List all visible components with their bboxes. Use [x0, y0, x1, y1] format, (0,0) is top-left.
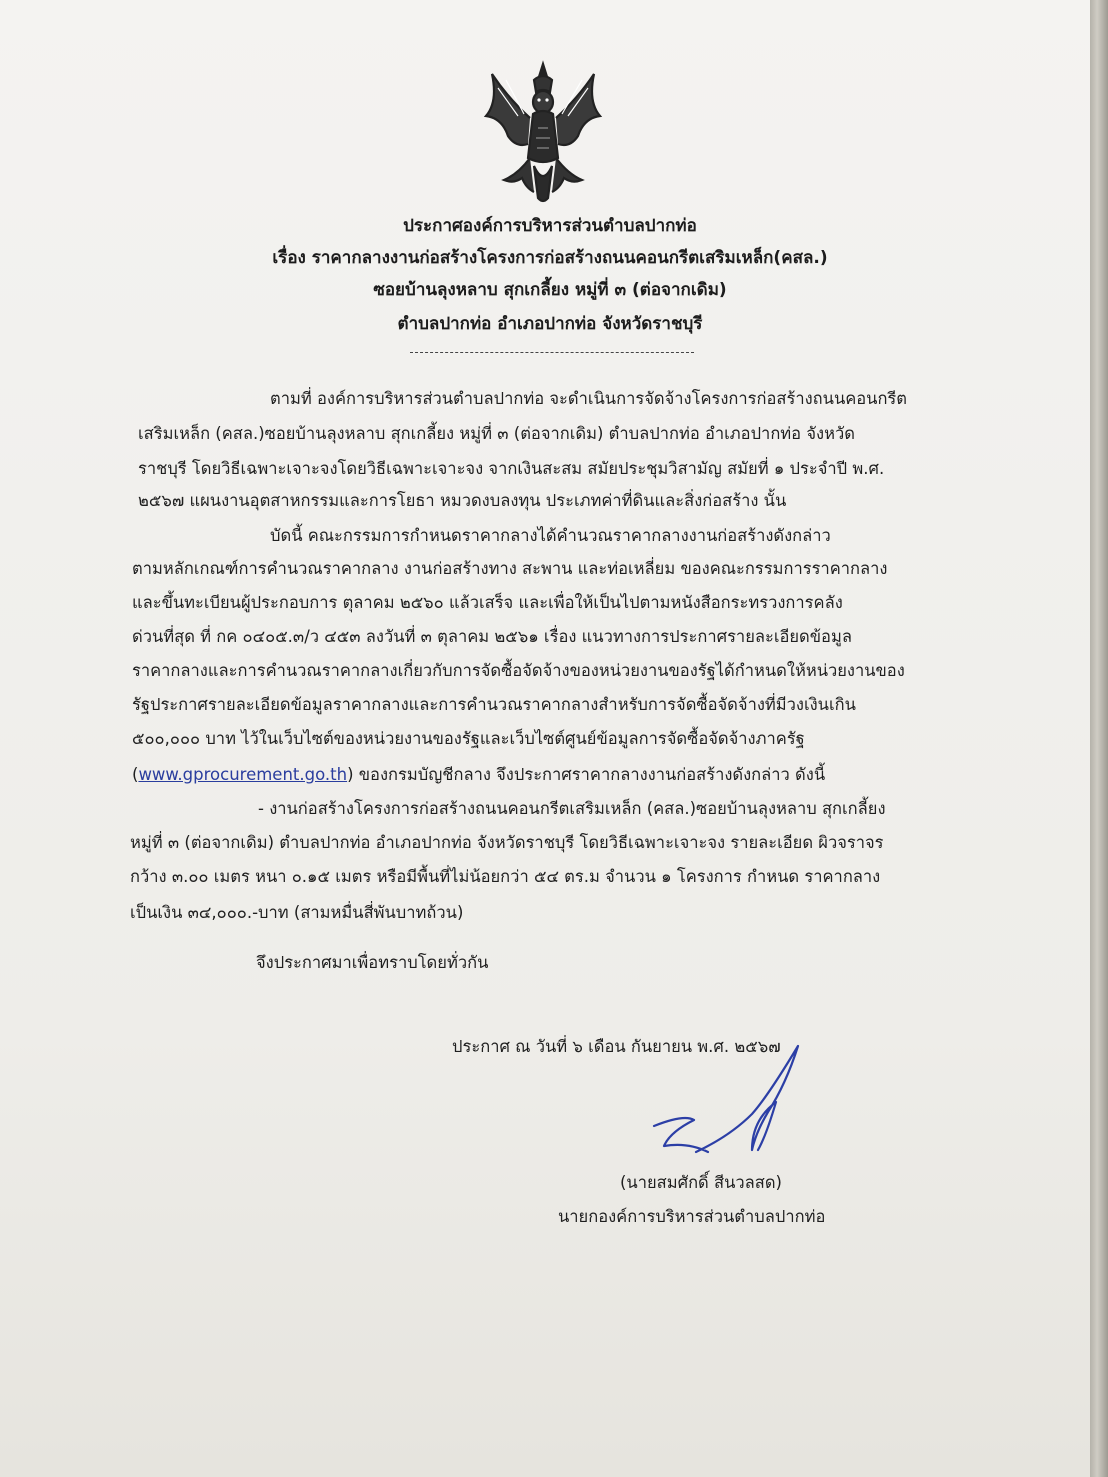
paragraph-line: ด่วนที่สุด ที่ กค ๐๔๐๕.๓/ว ๔๕๓ ลงวันที่ ๓ ตุลาคม ๒๕๖๑ เรื่อง แนวทางการประกาศรายละเอียดข้อมูล — [132, 627, 852, 646]
paragraph-line: บัดนี้ คณะกรรมการกำหนดราคากลางได้คำนวณราคากลางงานก่อสร้างดังกล่าว — [270, 526, 831, 545]
signer-name: (นายสมศักดิ์ สีนวลสด) — [620, 1173, 782, 1192]
paragraph-line: ราคากลางและการคำนวณราคากลางเกี่ยวกับการจัดซื้อจัดจ้างของหน่วยงานของรัฐได้กำหนดให้หน่วยงานของ — [132, 661, 905, 680]
heading-divider — [410, 352, 694, 353]
paragraph-line — [132, 762, 825, 788]
signer-title: นายกองค์การบริหารส่วนตำบลปากท่อ — [558, 1207, 826, 1226]
paragraph-line: ๒๕๖๗ แผนงานอุตสาหกรรมและการโยธา หมวดงบลงทุน ประเภทค่าที่ดินและสิ่งก่อสร้าง นั้น — [138, 491, 787, 510]
paragraph-line: รัฐประกาศรายละเอียดข้อมูลราคากลางและการคำนวณราคากลางสำหรับการจัดซื้อจัดจ้างที่มีวงเงินเกิน — [132, 695, 856, 714]
page-edge-shadow — [1090, 0, 1108, 1477]
garuda-emblem-icon — [478, 58, 608, 206]
subject-district-line: ตำบลปากท่อ อำเภอปากท่อ จังหวัดราชบุรี — [397, 314, 703, 334]
subject-location-line: ซอยบ้านลุงหลาบ สุกเกลี้ยง หมู่ที่ ๓ (ต่อจากเดิม) — [373, 280, 727, 300]
paragraph-line: ราชบุรี โดยวิธีเฉพาะเจาะจงโดยวิธีเฉพาะเจาะจง จากเงินสะสม สมัยประชุมวิสามัญ สมัยที่ ๑ ประจำปี พ.ศ. — [138, 459, 885, 478]
item-price-line: เป็นเงิน ๓๔,๐๐๐.-บาท (สามหมื่นสี่พันบาทถ้วน) — [130, 903, 464, 922]
item-line: หมู่ที่ ๓ (ต่อจากเดิม) ตำบลปากท่อ อำเภอปากท่อ จังหวัดราชบุรี โดยวิธีเฉพาะเจาะจง รายละเอียด ผิวจราจร — [130, 833, 884, 852]
announcement-title: ประกาศองค์การบริหารส่วนตำบลปากท่อ — [403, 216, 697, 236]
handwritten-signature — [640, 1040, 820, 1170]
paragraph-line: เสริมเหล็ก (คสล.)ซอยบ้านลุงหลาบ สุกเกลี้ยง หมู่ที่ ๓ (ต่อจากเดิม) ตำบลปากท่อ อำเภอปากท่อ จังหวัด — [138, 424, 855, 443]
link-trailing-text: ) ของกรมบัญชีกลาง จึงประกาศราคากลางงานก่อสร้างดังกล่าว ดังนี้ — [347, 765, 826, 784]
item-line: - งานก่อสร้างโครงการก่อสร้างถนนคอนกรีตเสริมเหล็ก (คสล.)ซอยบ้านลุงหลาบ สุกเกลี้ยง — [258, 799, 886, 818]
link-open-paren: ( — [132, 765, 139, 784]
paragraph-line: ๕๐๐,๐๐๐ บาท ไว้ในเว็บไซต์ของหน่วยงานของรัฐและเว็บไซต์ศูนย์ข้อมูลการจัดซื้อจัดจ้างภาครัฐ — [132, 729, 805, 748]
closing-statement: จึงประกาศมาเพื่อทราบโดยทั่วกัน — [256, 953, 489, 972]
announcement-date: ประกาศ ณ วันที่ ๖ เดือน กันยายน พ.ศ. ๒๕๖๗ — [452, 1037, 781, 1056]
paragraph-line: ตามหลักเกณฑ์การคำนวณราคากลาง งานก่อสร้างทาง สะพาน และท่อเหลี่ยม ของคณะกรรมการราคากลาง — [132, 559, 888, 578]
paragraph-line: ตามที่ องค์การบริหารส่วนตำบลปากท่อ จะดำเนินการจัดจ้างโครงการก่อสร้างถนนคอนกรีต — [270, 389, 908, 408]
item-line: กว้าง ๓.๐๐ เมตร หนา ๐.๑๕ เมตร หรือมีพื้นที่ไม่น้อยกว่า ๕๔ ตร.ม จำนวน ๑ โครงการ กำหนด ราคากลาง — [130, 867, 881, 886]
gprocurement-link[interactable]: www.gprocurement.go.th — [138, 765, 348, 784]
subject-line: เรื่อง ราคากลางงานก่อสร้างโครงการก่อสร้างถนนคอนกรีตเสริมเหล็ก(คสล.) — [272, 248, 828, 268]
paragraph-line: และขึ้นทะเบียนผู้ประกอบการ ตุลาคม ๒๕๖๐ แล้วเสร็จ และเพื่อให้เป็นไปตามหนังสือกระทรวงการคลัง — [132, 593, 843, 612]
